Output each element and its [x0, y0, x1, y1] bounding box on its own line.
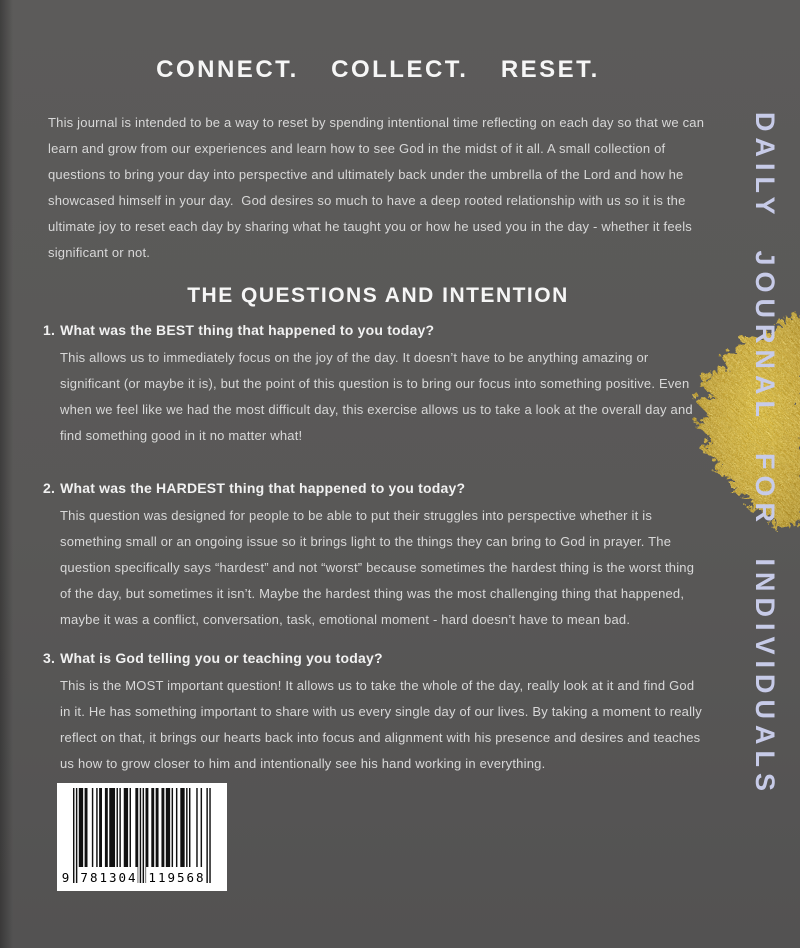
question-1-heading: What was the BEST thing that happened to you today?	[60, 322, 435, 338]
question-3-heading: What is God telling you or teaching you today?	[60, 650, 383, 666]
section-heading: THE QUESTIONS AND INTENTION	[187, 284, 569, 307]
question-2-number: 2.	[43, 480, 56, 496]
question-block-1	[43, 322, 708, 449]
intro-paragraph: This journal is intended to be a way to reset by spending intentional time reflecting on each day so that we can learn and grow from our experiences and learn how to see God in the midst of it all. A small collection of questions to bring your day into perspective and ultimately back under the umbrella of the Lord and how he showcased himself in your day. God desires so much to have a deep rooted relationship with us so it is the ultimate joy to reset each day by sharing what he taught you or how he used you in the day - whether it feels significant or not.	[48, 115, 708, 260]
spine-fold-shadow	[0, 0, 13, 948]
question-block-3	[43, 650, 708, 777]
question-2-body: This question was designed for people to be able to put their struggles into perspective whether it is something small or an ongoing issue so it brings light to the things they can bring to God in prayer. The question specifically says “hardest” and not “worst” because sometimes the hardest thing is the worst thing of the day, but sometimes it isn’t. Maybe the hardest thing was the most challenging thing that happened, maybe it was a conflict, conversation, task, emotional moment - hard doesn’t have to mean bad.	[60, 508, 698, 627]
question-2-heading: What was the HARDEST thing that happened to you today?	[60, 480, 466, 496]
gold-paint-splash-graphic	[690, 308, 800, 532]
spine-title-vertical: DAILY JOURNAL FOR INDIVIDUALS	[750, 112, 780, 798]
barcode-right-group: 119568	[148, 870, 206, 885]
question-block-2	[43, 480, 708, 633]
isbn-barcode	[57, 783, 227, 891]
question-3-number: 3.	[43, 650, 56, 666]
barcode-lead-digit: 9	[61, 870, 70, 885]
question-3-body: This is the MOST important question! It allows us to take the whole of the day, really look at it and find God in it. He has something important to share with us every single day of our lives. By taking a moment to really reflect on that, it brings our hearts back into focus and alignment with his presence and desires and teaches us how to grow closer to him and intentionally see his hand working in everything.	[60, 678, 706, 771]
question-1-number: 1.	[43, 322, 56, 338]
question-1-body: This allows us to immediately focus on the joy of the day. It doesn’t have to be anything amazing or significant (or maybe it is), but the point of this question is to bring our focus into something positive. Even when we feel like we had the most difficult day, this exercise allows us to take a look at the overall day and find something good in it no matter what!	[60, 350, 697, 443]
barcode-left-group: 781304	[80, 870, 138, 885]
cover-tagline: CONNECT. COLLECT. RESET.	[156, 56, 600, 83]
